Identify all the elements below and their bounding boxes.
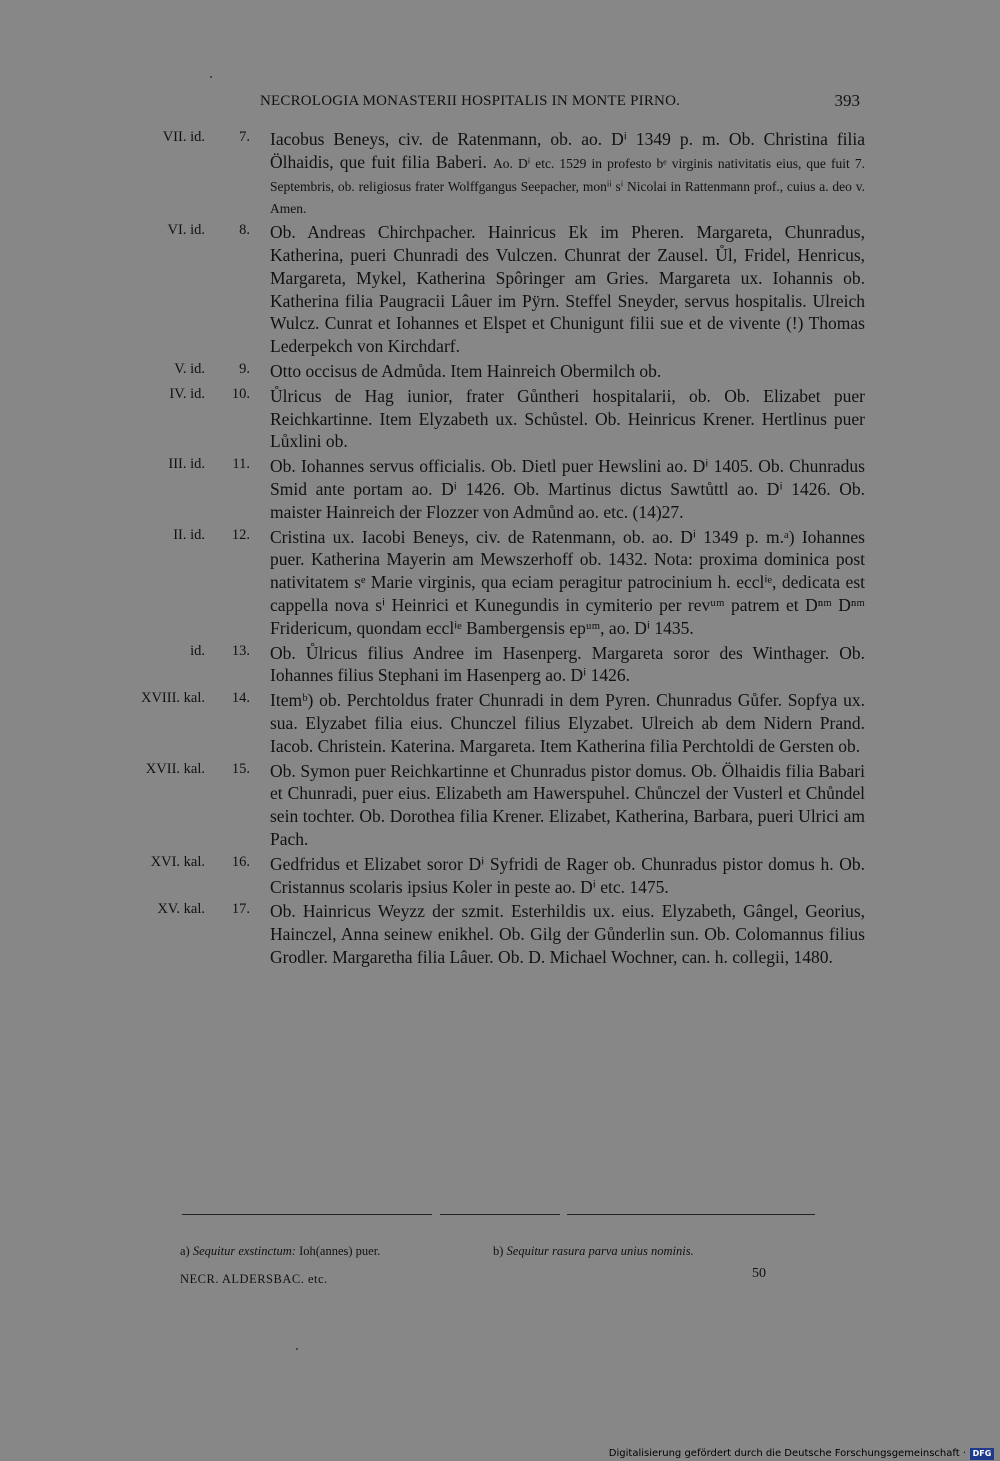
entry-note: Ao. Dⁱ etc. 1529 in profesto bᵉ virginis nativitatis eius, que fuit 7. Septembris, ob. religiosus frater Wolffgangus Seepacher, monⁱⁱ sⁱ Nicolai in Rattenmann prof., cuius a. deo v. Amen. (270, 155, 866, 217)
entry-day: 9. (239, 360, 250, 377)
entry-16 (120, 853, 865, 899)
dfg-logo-icon: DFG (970, 1448, 994, 1460)
page-header (260, 93, 860, 115)
entry-date: XV. kal. (157, 901, 205, 918)
necrology-entries (120, 128, 865, 971)
footnote-text: Ioh(annes) puer. (299, 1244, 381, 1258)
entry-day: 15. (231, 760, 250, 777)
sheet-number: 50 (752, 1266, 766, 1281)
entry-date: XVI. kal. (150, 853, 205, 870)
entry-text (270, 128, 865, 219)
entry-day: 17. (231, 901, 250, 918)
entry-date: XVIII. kal. (140, 690, 205, 707)
entry-day: 8. (239, 222, 250, 239)
entry-text: Ob. Ůlricus filius Andree im Hasenperg. Margareta soror des Winthager. Ob. Iohannes filius Stephani im Hasenperg ao. Dⁱ 1426. (270, 642, 865, 686)
entry-8 (120, 221, 865, 358)
entry-13 (120, 642, 865, 688)
entry-day: 10. (231, 385, 250, 402)
entry-7 (120, 128, 865, 219)
entry-day: 13. (231, 642, 250, 659)
entry-date: XVII. kal. (145, 760, 205, 777)
entry-text: Ob. Symon puer Reichkartinne et Chunradus pistor domus. Ob. Ölhaidis filia Babari et Chunradi, puer eius. Elizabeth am Hawerspuhel. Chůnczel der Vusterl et Chůndel sein tochter. Ob. Dorothea filia Krener. Elizabet, Katherina, Barbara, pueri Ulrici am Pach. (270, 760, 865, 849)
footer-bar (0, 1447, 1000, 1461)
footnote-label: b) (493, 1244, 504, 1258)
footnote-a (180, 1244, 380, 1259)
entry-text: Ob. Hainricus Weyzz der szmit. Esterhildis ux. eius. Elyzabeth, Gângel, Georius, Hainczel, Anna seinew enikhel. Ob. Gilg der Gůnderlin sun. Ob. Colomannus filius Grodler. Margaretha filia Lâuer. Ob. D. Michael Wochner, can. h. collegii, 1480. (270, 901, 865, 967)
entry-date: II. id. (173, 526, 205, 543)
entry-15 (120, 760, 865, 851)
running-title: NECROLOGIA MONASTERII HOSPITALIS IN MONTE PIRNO. (260, 93, 681, 109)
entry-text: Itemᵇ) ob. Perchtoldus frater Chunradi in dem Pyren. Chunradus Gůfer. Sopfya ux. sua. Elyzabet filia eius. Chunczel filius Elyzabet. Ulreich ab dem Nidern Prand. Iacob. Christein. Katerina. Margareta. Item Katherina filia Perchtoldi de Gersten ob. (270, 690, 865, 756)
entry-day: 7. (239, 129, 250, 145)
entry-main-text: Iacobus Beneys, civ. de Ratenmann, ob. ao. Dⁱ 1349 p. m. Ob. Christina filia Ölhaidis, que fuit filia Baberi. (270, 129, 865, 172)
scan-speck (296, 1348, 298, 1350)
entry-text: Otto occisus de Admůda. Item Hainreich Obermilch ob. (270, 360, 662, 381)
page-number: 393 (834, 91, 860, 110)
footnote-italic: Sequitur exstinctum: (192, 1244, 296, 1258)
entry-14 (120, 689, 865, 757)
funding-credit: Digitalisierung gefördert durch die Deutsche Forschungsgemeinschaft · (608, 1448, 966, 1459)
entry-day: 14. (231, 690, 250, 707)
entry-date: III. id. (168, 456, 205, 473)
entry-text: Ob. Andreas Chirchpacher. Hainricus Ek im Pheren. Margareta, Chunradus, Katherina, pueri Chunradi des Vulczen. Chunrat der Zausel. Ůl, Fridel, Henricus, Margareta, Mykel, Katherina Spôringer am Gries. Margareta ux. Iohannis ob. Katherina filia Paugracii Lâuer im Pÿrn. Steffel Sneyder, servus hospitalis. Ulreich Wulcz. Cunrat et Iohannes et Elspet et Chunigunt filii sue et de vivente (!) Thomas Lederpekch von Kirchdarf. (270, 222, 865, 357)
entry-9 (120, 360, 865, 383)
entry-date: VI. id. (167, 222, 205, 239)
scan-speck (210, 76, 212, 78)
entry-date: IV. id. (169, 385, 205, 402)
footnote-b (493, 1244, 694, 1259)
entry-text: Gedfridus et Elizabet soror Dⁱ Syfridi de Rager ob. Chunradus pistor domus h. Ob. Cristannus scolaris ipsius Koler in peste ao. Dⁱ etc. 1475. (270, 853, 865, 897)
entry-17 (120, 900, 865, 968)
footnote-label: a) (180, 1244, 190, 1258)
entry-day: 16. (231, 853, 250, 870)
source-abbreviation: NECR. ALDERSBAC. etc. (180, 1272, 328, 1286)
footnote-italic: Sequitur rasura parva unius nominis. (506, 1244, 694, 1258)
entry-text: Ob. Iohannes servus officialis. Ob. Dietl puer Hewslini ao. Dⁱ 1405. Ob. Chunradus Smid ante portam ao. Dⁱ 1426. Ob. Martinus dictus Sawtůttl ao. Dⁱ 1426. Ob. maister Hainreich der Flozzer von Admůnd ao. etc. (14)27. (270, 456, 865, 522)
entry-day: 11. (232, 456, 250, 473)
entry-12 (120, 526, 865, 640)
entry-text: Ůlricus de Hag iunior, frater Gůntheri hospitalarii, ob. Ob. Elizabet puer Reichkartinne. Item Elyzabeth ux. Schůstel. Ob. Heinricus Krener. Hertlinus puer Lůxlini ob. (270, 385, 865, 452)
entry-day: 12. (231, 526, 250, 543)
entry-text: Cristina ux. Iacobi Beneys, civ. de Ratenmann, ob. ao. Dⁱ 1349 p. m.ᵃ) Iohannes puer. Katherina Mayerin am Mewszerhoff ob. 1432. Nota: proxima dominica post nativitatem sᵉ Marie virginis, qua eciam peragitur patrocinium h. ecclⁱᵉ, dedicata est cappella nova sⁱ Heinrici et Kunegundis in cymiterio per revᵘᵐ patrem et Dⁿᵐ Dⁿᵐ Fridericum, quondam ecclⁱᵉ Bambergensis epᵘᵐ, ao. Dⁱ 1435. (270, 526, 865, 638)
entry-11 (120, 455, 865, 523)
footnote-rule (182, 1214, 815, 1216)
entry-date: VII. id. (162, 129, 205, 145)
entry-10 (120, 385, 865, 453)
entry-date: id. (190, 642, 205, 659)
entry-date: V. id. (174, 360, 205, 377)
